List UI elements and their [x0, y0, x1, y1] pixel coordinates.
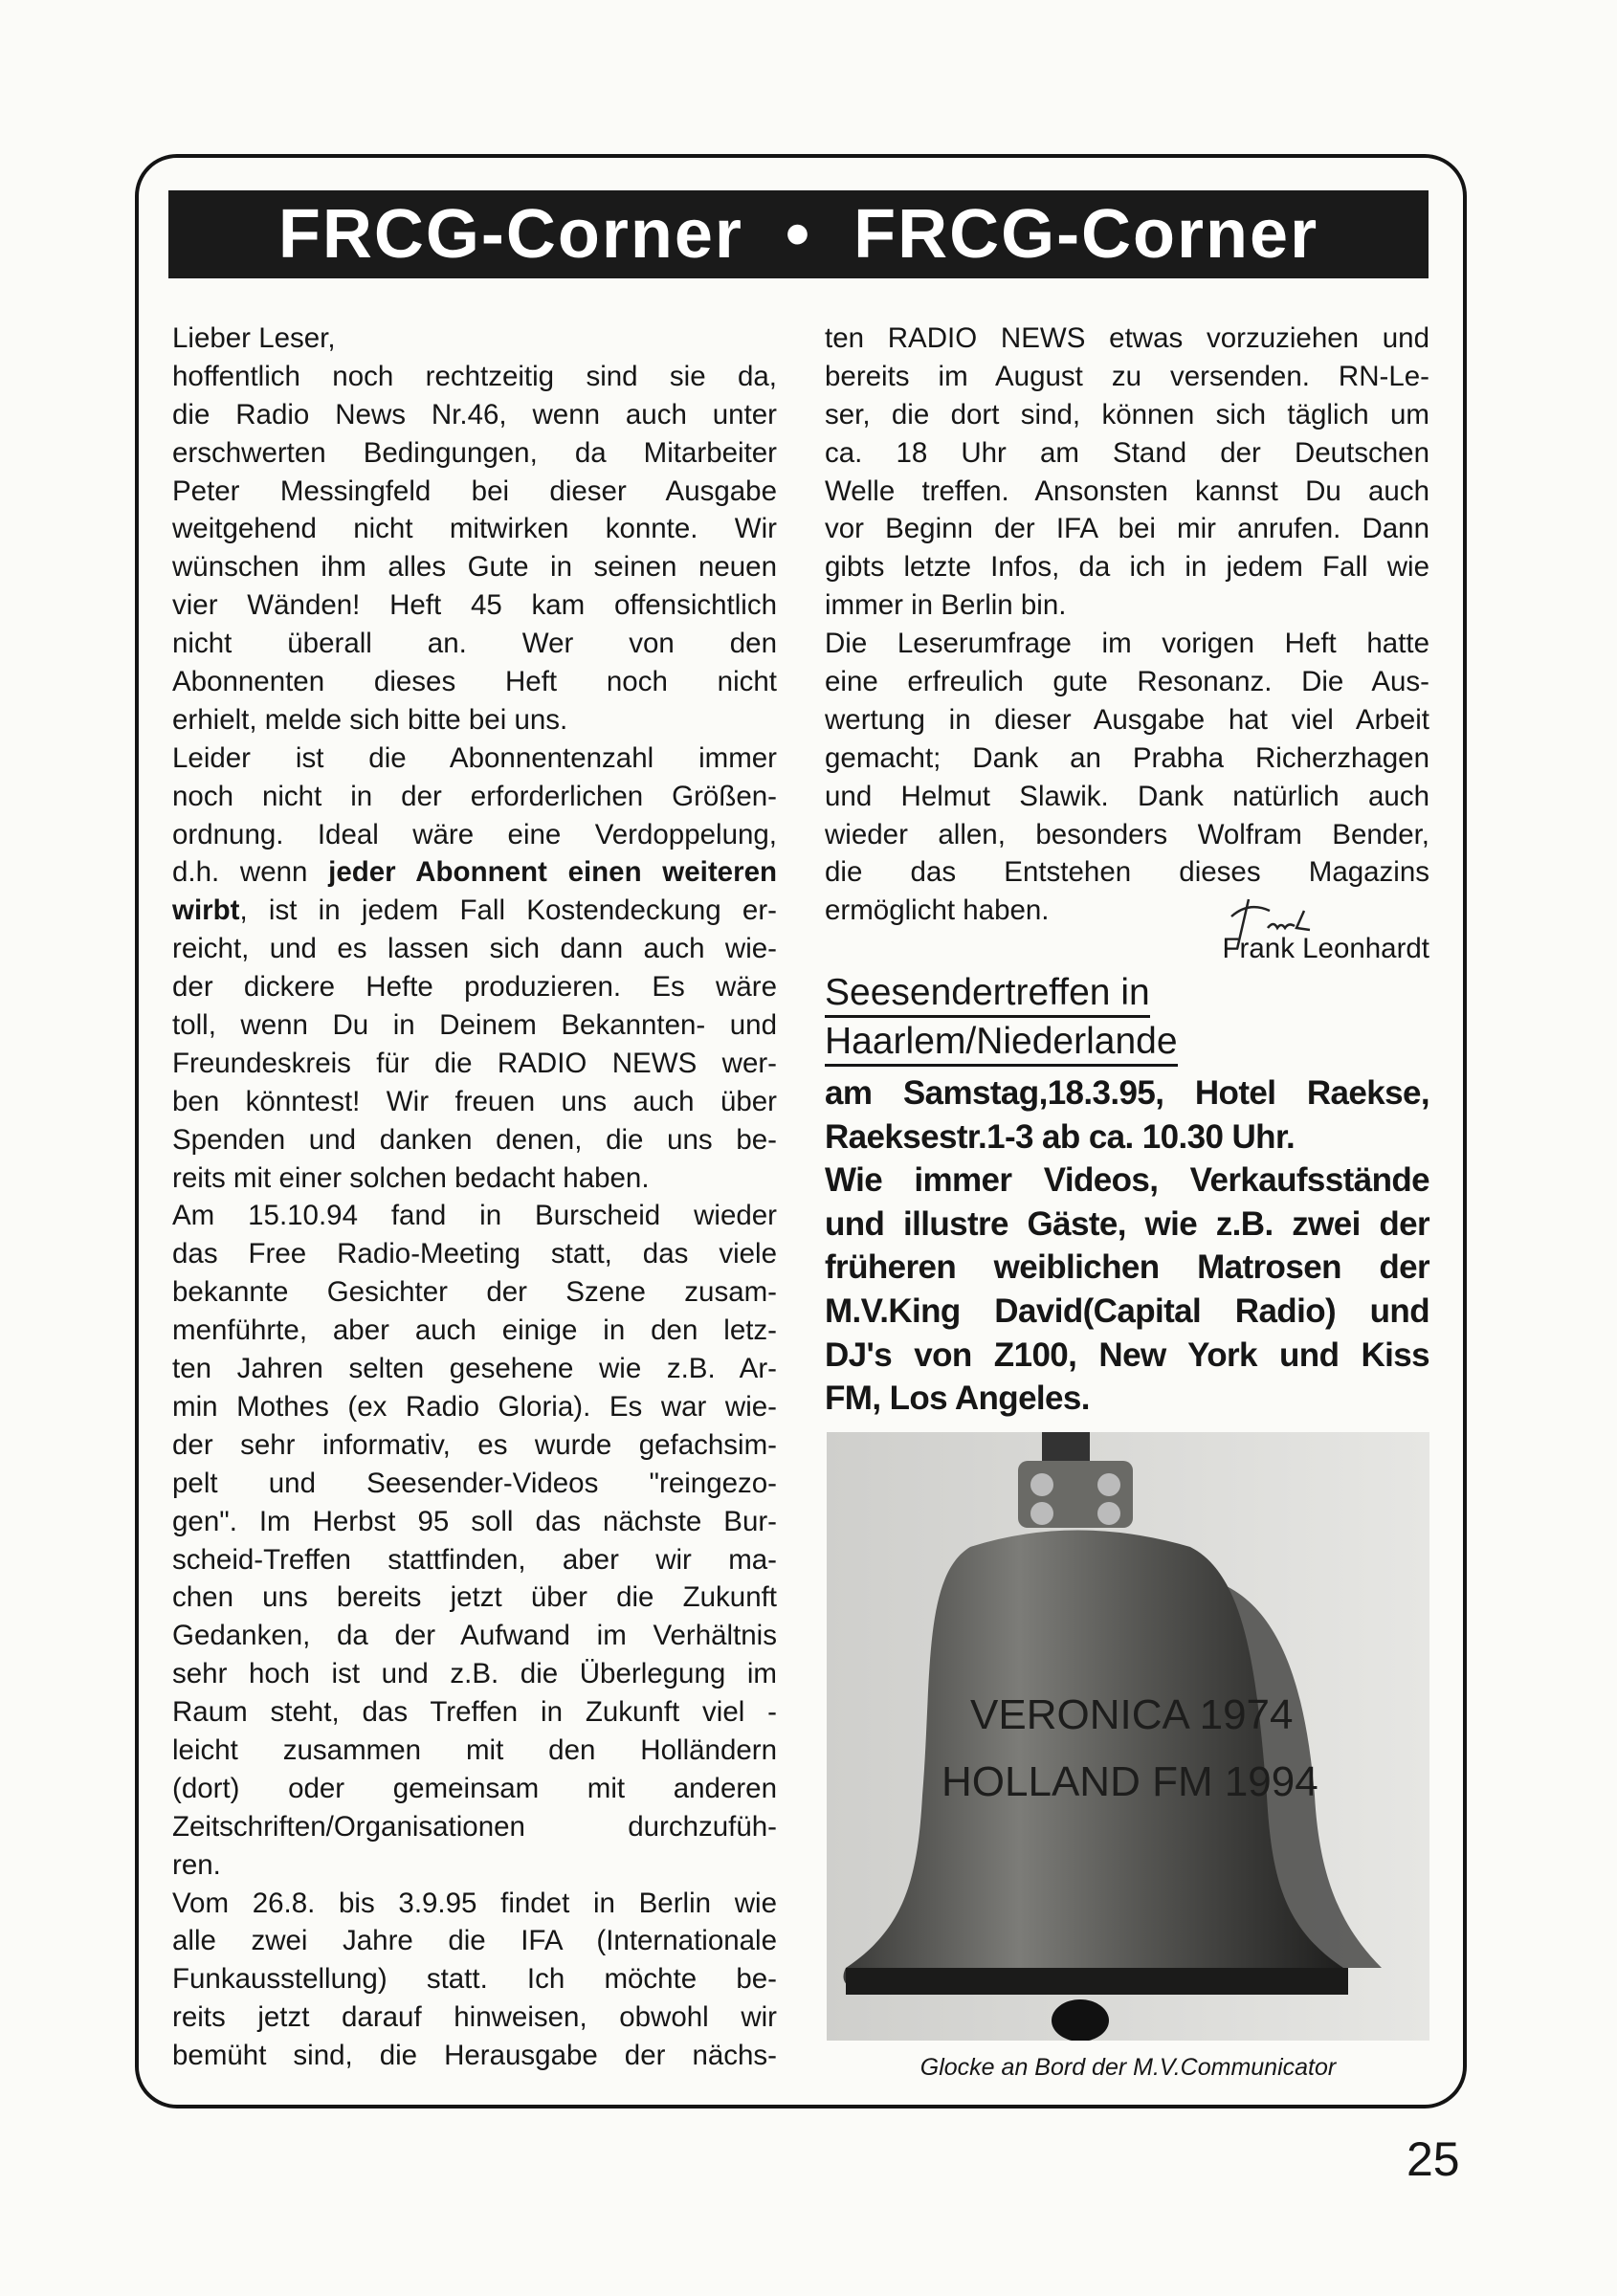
text-run: ren. — [172, 1848, 221, 1881]
text-run: noch nicht in der erforderlichen Größen- — [172, 780, 777, 812]
text-line — [172, 2037, 777, 2075]
text-line — [172, 434, 777, 473]
text-line — [825, 1290, 1429, 1334]
text-line — [172, 473, 777, 511]
text-run: ermöglicht haben. — [825, 894, 1050, 927]
text-run: wünschen ihm alles Gute in seinen neuen — [172, 551, 777, 584]
text-line — [172, 1960, 777, 1998]
text-run: chen uns bereits jetzt über die Zukunft — [172, 1581, 777, 1614]
text-line — [172, 586, 777, 625]
text-line — [172, 1312, 777, 1350]
text-line — [825, 816, 1429, 854]
text-run: d.h. wenn — [172, 856, 329, 889]
text-run: vier Wänden! Heft 45 kam offensichtlich — [172, 589, 777, 622]
text-line — [172, 1693, 777, 1732]
text-run: ser, die dort sind, können sich täglich um — [825, 398, 1429, 430]
text-line — [172, 1808, 777, 1846]
text-line — [172, 1388, 777, 1426]
text-line — [172, 1732, 777, 1770]
text-run: menführte, aber auch einige in den letz- — [172, 1314, 777, 1347]
text-line — [172, 1006, 777, 1045]
text-line — [825, 701, 1429, 740]
text-line — [172, 358, 777, 396]
text-run: das Free Radio-Meeting statt, das viele — [172, 1238, 777, 1270]
text-run: und illustre Gäste, wie z.B. zwei der — [825, 1204, 1429, 1243]
text-line — [825, 434, 1429, 473]
event-heading-line: Haarlem/Niederlande — [825, 1021, 1178, 1067]
text-line — [172, 320, 777, 358]
section-banner: FRCG-Corner • FRCG-Corner — [168, 190, 1429, 278]
text-line — [825, 320, 1429, 358]
text-line — [172, 548, 777, 586]
text-run: und Helmut Slawik. Dank natürlich auch — [825, 780, 1429, 812]
text-line — [825, 1203, 1429, 1247]
text-line — [825, 358, 1429, 396]
text-line — [825, 1334, 1429, 1378]
text-run: Welle treffen. Ansonsten kannst Du auch — [825, 475, 1429, 507]
text-line — [172, 778, 777, 816]
text-run: vor Beginn der IFA bei mir anrufen. Dann — [825, 513, 1429, 545]
text-run: Gedanken, da der Aufwand im Verhältnis — [172, 1620, 777, 1652]
text-line — [172, 740, 777, 778]
text-run: pelt und Seesender-Videos "reingezo- — [172, 1467, 777, 1499]
text-line — [172, 930, 777, 968]
text-line — [825, 473, 1429, 511]
text-run: der dickere Hefte produzieren. Es wäre — [172, 971, 777, 1004]
text-run: (dort) oder gemeinsam mit anderen — [172, 1772, 777, 1804]
text-run: toll, wenn Du in Deinem Bekannten- und — [172, 1009, 777, 1042]
text-line — [172, 1235, 777, 1273]
text-run: eine erfreulich gute Resonanz. Die Aus- — [825, 666, 1429, 698]
text-run: Peter Messingfeld bei dieser Ausgabe — [172, 475, 777, 507]
text-run: bereits im August zu versenden. RN-Le- — [825, 360, 1429, 392]
text-run: Abonnenten dieses Heft noch nicht — [172, 666, 777, 698]
text-run: Lieber Leser, — [172, 322, 336, 354]
text-line — [172, 510, 777, 548]
text-line — [825, 853, 1429, 892]
text-run: Freundeskreis für die RADIO NEWS wer- — [172, 1047, 777, 1079]
text-run: Spenden und danken denen, die uns be- — [172, 1123, 777, 1156]
text-line — [172, 1617, 777, 1655]
text-run: M.V.King David(Capital Radio) und — [825, 1292, 1429, 1330]
text-line — [172, 663, 777, 701]
text-line — [825, 1159, 1429, 1203]
text-line — [172, 1083, 777, 1121]
text-line — [825, 396, 1429, 434]
text-line — [172, 892, 777, 930]
text-line — [825, 740, 1429, 778]
text-line — [172, 1885, 777, 1923]
text-line — [172, 1922, 777, 1960]
text-run: Wie immer Videos, Verkaufsstände — [825, 1161, 1429, 1200]
text-run: FM, Los Angeles. — [825, 1380, 1090, 1418]
text-run: ca. 18 Uhr am Stand der Deutschen — [825, 436, 1429, 469]
text-run: ben könntest! Wir freuen uns auch über — [172, 1085, 777, 1117]
text-run: DJ's von Z100, New York und Kiss — [825, 1336, 1429, 1374]
event-details — [825, 1071, 1429, 1421]
text-run: Raeksestr.1-3 ab ca. 10.30 Uhr. — [825, 1117, 1296, 1156]
event-heading — [825, 972, 1178, 1070]
text-line — [172, 1770, 777, 1808]
text-line — [172, 1846, 777, 1885]
left-column — [172, 320, 777, 2075]
text-run: bemüht sind, die Herausgabe der nächs- — [172, 2040, 777, 2072]
text-run: ordnung. Ideal wäre eine Verdoppelung, — [172, 818, 777, 850]
text-run: reicht, und es lassen sich dann auch wie- — [172, 933, 777, 965]
text-line — [172, 1541, 777, 1579]
text-run: bekannte Gesichter der Szene zusam- — [172, 1276, 777, 1309]
text-run: die Radio News Nr.46, wenn auch unter — [172, 398, 777, 430]
text-run: Am 15.10.94 fand in Burscheid wieder — [172, 1200, 777, 1232]
text-run: gemacht; Dank an Prabha Richerzhagen — [825, 741, 1429, 774]
bold-text: jeder Abonnent einen weiteren — [328, 856, 777, 889]
text-run: der sehr informativ, es wurde gefachsim- — [172, 1428, 777, 1461]
bold-text: wirbt — [172, 894, 240, 927]
text-line — [172, 968, 777, 1006]
text-run: Die Leserumfrage im vorigen Heft hatte — [825, 628, 1429, 660]
text-line — [172, 701, 777, 740]
text-line — [172, 625, 777, 663]
text-run: hoffentlich noch rechtzeitig sind sie da, — [172, 360, 777, 392]
text-line — [825, 1115, 1429, 1159]
text-line — [172, 396, 777, 434]
text-run: gen". Im Herbst 95 soll das nächste Bur- — [172, 1505, 777, 1537]
text-run: wertung in dieser Ausgabe hat viel Arbeit — [825, 703, 1429, 736]
bell-inscription: VERONICA 1974 — [970, 1691, 1294, 1738]
text-run: nicht überall an. Wer von den — [172, 628, 777, 660]
text-run: weitgehend nicht mitwirken konnte. Wir — [172, 513, 777, 545]
right-column — [825, 320, 1429, 968]
text-run: immer in Berlin bin. — [825, 589, 1067, 622]
text-run: gibts letzte Infos, da ich in jedem Fall wie — [825, 551, 1429, 584]
event-heading-line: Seesendertreffen in — [825, 972, 1150, 1018]
text-run: ten Jahren selten gesehene wie z.B. Ar- — [172, 1353, 777, 1385]
text-run: Raum steht, das Treffen in Zukunft viel - — [172, 1696, 777, 1729]
text-line — [172, 1045, 777, 1083]
text-run: ten RADIO NEWS etwas vorzuziehen und — [825, 322, 1429, 354]
text-line — [825, 1071, 1429, 1115]
text-run: Frank Leonhardt — [1222, 933, 1429, 965]
text-line — [172, 1998, 777, 2037]
text-line — [172, 1426, 777, 1465]
text-line — [172, 1273, 777, 1312]
text-line — [172, 1503, 777, 1541]
bell-inscription: HOLLAND FM 1994 — [941, 1758, 1318, 1805]
text-run: Leider ist die Abonnentenzahl immer — [172, 741, 777, 774]
text-line — [172, 1578, 777, 1617]
text-line — [172, 1350, 777, 1388]
text-line — [825, 663, 1429, 701]
text-run: am Samstag,18.3.95, Hotel Raekse, — [825, 1074, 1429, 1112]
text-run: erhielt, melde sich bitte bei uns. — [172, 703, 568, 736]
text-run: erschwerten Bedingungen, da Mitarbeiter — [172, 436, 777, 469]
text-run: sehr hoch ist und z.B. die Überlegung im — [172, 1658, 777, 1690]
text-run: scheid-Treffen stattfinden, aber wir ma- — [172, 1543, 777, 1576]
text-run: min Mothes (ex Radio Gloria). Es war wie- — [172, 1390, 777, 1423]
text-run: Vom 26.8. bis 3.9.95 findet in Berlin wie — [172, 1887, 777, 1919]
text-run: die das Entstehen dieses Magazins — [825, 856, 1429, 889]
text-run: reits mit einer solchen bedacht haben. — [172, 1161, 650, 1194]
text-run: früheren weiblichen Matrosen der — [825, 1248, 1429, 1287]
text-line — [825, 586, 1429, 625]
photo-caption: Glocke an Bord der M.V.Communicator — [919, 2054, 1337, 2081]
text-line — [172, 816, 777, 854]
text-line — [172, 1465, 777, 1503]
text-line — [172, 1159, 777, 1198]
text-run: , ist in jedem Fall Kostendeckung er- — [239, 894, 777, 927]
text-line — [172, 1655, 777, 1693]
page-number: 25 — [1407, 2132, 1460, 2186]
text-line — [825, 1246, 1429, 1290]
text-line — [825, 778, 1429, 816]
text-run: Funkausstellung) statt. Ich möchte be- — [172, 1963, 777, 1996]
text-line — [172, 853, 777, 892]
text-run: Zeitschriften/Organisationen durchzufüh- — [172, 1810, 777, 1843]
text-run: alle zwei Jahre die IFA (Internationale — [172, 1925, 777, 1957]
text-line — [172, 1197, 777, 1235]
text-run: reits jetzt darauf hinweisen, obwohl wir — [172, 2001, 777, 2034]
text-run: wieder allen, besonders Wolfram Bender, — [825, 818, 1429, 850]
text-line — [825, 625, 1429, 663]
bell-photo — [827, 1432, 1429, 2041]
text-line — [825, 1377, 1429, 1421]
signature-scribble — [1229, 890, 1344, 957]
text-line — [825, 510, 1429, 548]
text-line — [172, 1121, 777, 1159]
text-run: leicht zusammen mit den Holländern — [172, 1733, 777, 1766]
text-line — [825, 548, 1429, 586]
